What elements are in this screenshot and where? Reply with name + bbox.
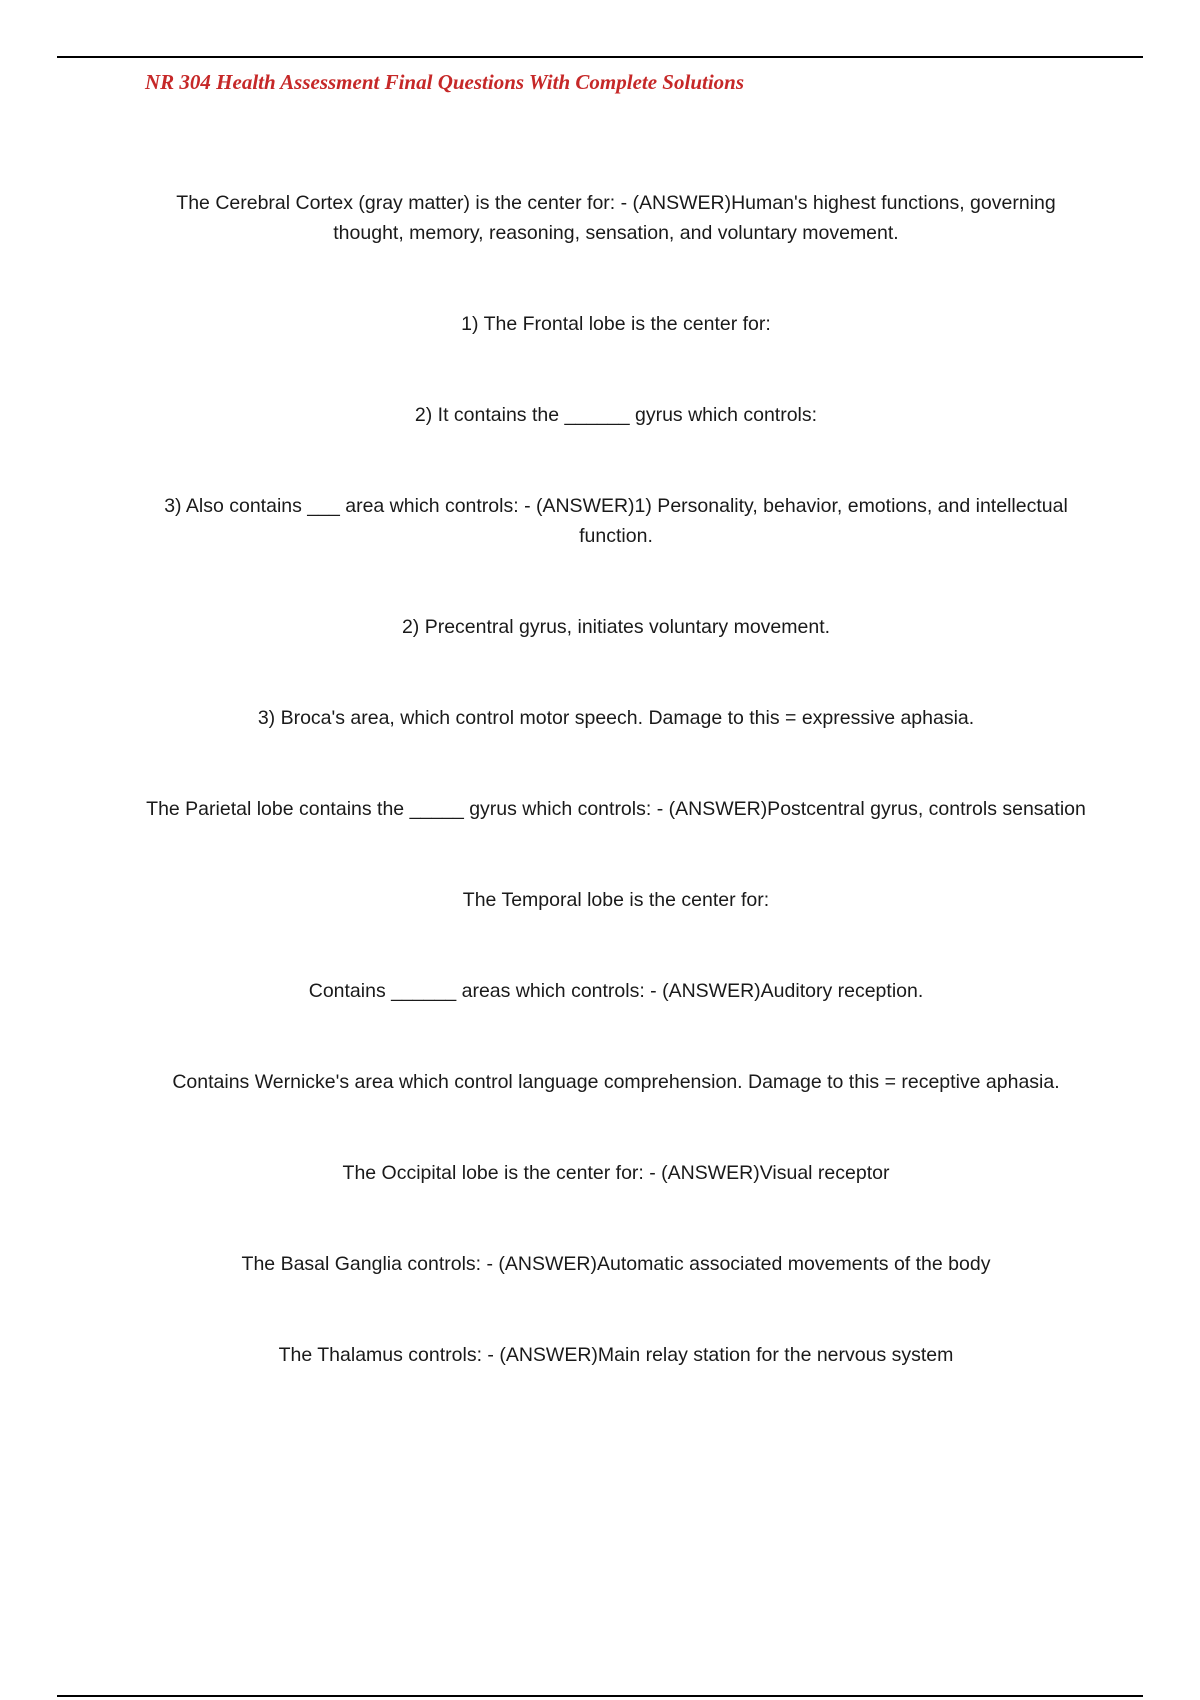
header-rule [57, 56, 1143, 58]
qa-paragraph: Contains ______ areas which controls: - (ANSWER)Auditory reception. [308, 980, 924, 1002]
document-body [140, 188, 1092, 1431]
qa-paragraph: The Cerebral Cortex (gray matter) is the center for: - (ANSWER)Human's highest functions, governing thought, memory, reasoning, sensation, and voluntary movement. [176, 192, 1056, 244]
qa-paragraph: 1) The Frontal lobe is the center for: [461, 313, 771, 335]
qa-paragraph: The Thalamus controls: - (ANSWER)Main relay station for the nervous system [278, 1344, 954, 1366]
qa-paragraph: 3) Broca's area, which control motor speech. Damage to this = expressive aphasia. [257, 707, 975, 729]
qa-paragraph: 3) Also contains ___ area which controls: - (ANSWER)1) Personality, behavior, emotions, and intellectual function. [164, 495, 1068, 547]
qa-paragraph: 2) Precentral gyrus, initiates voluntary movement. [401, 616, 831, 638]
qa-paragraph: The Basal Ganglia controls: - (ANSWER)Automatic associated movements of the body [241, 1253, 991, 1275]
qa-paragraph: 2) It contains the ______ gyrus which controls: [414, 404, 818, 426]
qa-paragraph: The Parietal lobe contains the _____ gyrus which controls: - (ANSWER)Postcentral gyrus, controls sensation [146, 798, 1086, 820]
qa-paragraph: Contains Wernicke's area which control language comprehension. Damage to this = receptive aphasia. [172, 1071, 1060, 1093]
document-header-title: NR 304 Health Assessment Final Questions With Complete Solutions [145, 70, 745, 94]
qa-paragraph: The Occipital lobe is the center for: - (ANSWER)Visual receptor [342, 1162, 890, 1184]
footer-rule [57, 1695, 1143, 1697]
qa-paragraph: The Temporal lobe is the center for: [462, 889, 770, 911]
